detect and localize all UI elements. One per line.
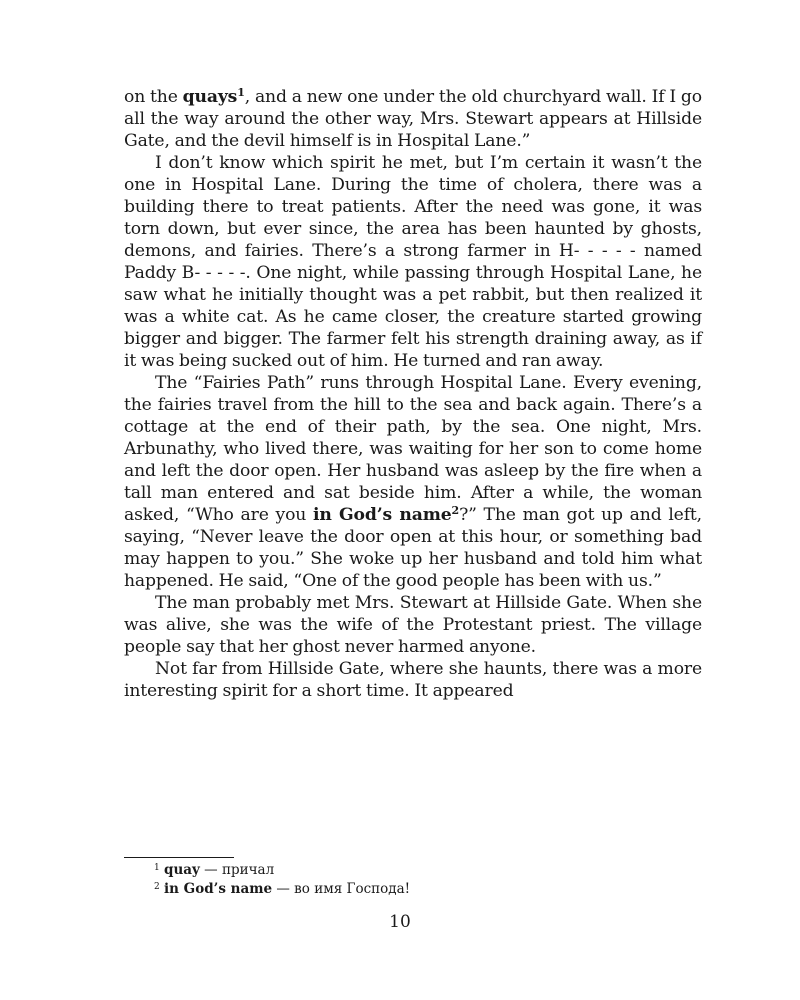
footnotes — [124, 857, 702, 899]
text-run: , and a new one under the old churchyard wall. If I go all the way around the other way, Mrs. Stewart appears at Hillside Gate, and the devil himself is in Hospital Lane.” — [124, 87, 702, 151]
text-run: ?” The man got up and left, saying, “Never leave the door open at this hour, or something bad may happen to you.” She woke up her husband and told him what happened. He said, “One of the good people has been with us.” — [124, 505, 702, 591]
footnote-definition: — причал — [199, 862, 275, 878]
footnote-divider — [124, 857, 234, 858]
footnote-term: in God’s name — [164, 881, 273, 897]
glossed-term: quays — [182, 87, 238, 107]
paragraph — [124, 658, 702, 702]
page-number: 10 — [389, 912, 411, 932]
glossed-term: in God’s name — [312, 505, 452, 525]
footnote-number: 2 — [154, 882, 160, 892]
footnote-marker: 2 — [451, 504, 460, 517]
footnote — [124, 880, 702, 899]
footnote-definition: — во имя Господа! — [272, 881, 411, 897]
text-body — [124, 86, 702, 702]
footnote-term: quay — [164, 862, 200, 878]
text-run: I don’t know which spirit he met, but I’m certain it wasn’t the one in Hospital Lane. During the time of cholera, there was a building there to treat patients. After the need was gone, it was torn down, but ever since, the area has been haunted by ghosts, demons, and fairies. There’s a strong farmer in H- - - - - named Paddy B- - - - -. One night, while passing through Hospital Lane, he saw what he initially thought was a pet rabbit, but then realized it was a white cat. As he came closer, the creature started growing bigger and bigger. The farmer felt his strength draining away, as if it was being sucked out of him. He turned and ran away. — [124, 153, 702, 371]
paragraph — [124, 372, 702, 592]
text-run: Not far from Hillside Gate, where she haunts, there was a more interesting spirit for a short time. It appeared — [124, 659, 702, 701]
paragraph — [124, 86, 702, 152]
text-run: on the — [124, 87, 183, 107]
paragraph — [124, 592, 702, 658]
footnote-list — [124, 861, 702, 899]
text-run: The man probably met Mrs. Stewart at Hillside Gate. When she was alive, she was the wife of the Protestant priest. The village people say that her ghost never harmed anyone. — [124, 593, 702, 657]
footnote-number: 1 — [154, 863, 160, 873]
footnote — [124, 861, 702, 880]
footnote-marker: 1 — [237, 86, 245, 99]
page-body — [124, 86, 702, 702]
text-run: The “Fairies Path” runs through Hospital Lane. Every evening, the fairies travel from the hill to the sea and back again. There’s a cottage at the end of their path, by the sea. One night, Mrs. Arbunathy, who lived there, was waiting for her son to come home and left the door open. Her husband was asleep by the fire when a tall man entered and sat beside him. After a while, the woman asked, “Who are you — [124, 373, 702, 525]
paragraph — [124, 152, 702, 372]
